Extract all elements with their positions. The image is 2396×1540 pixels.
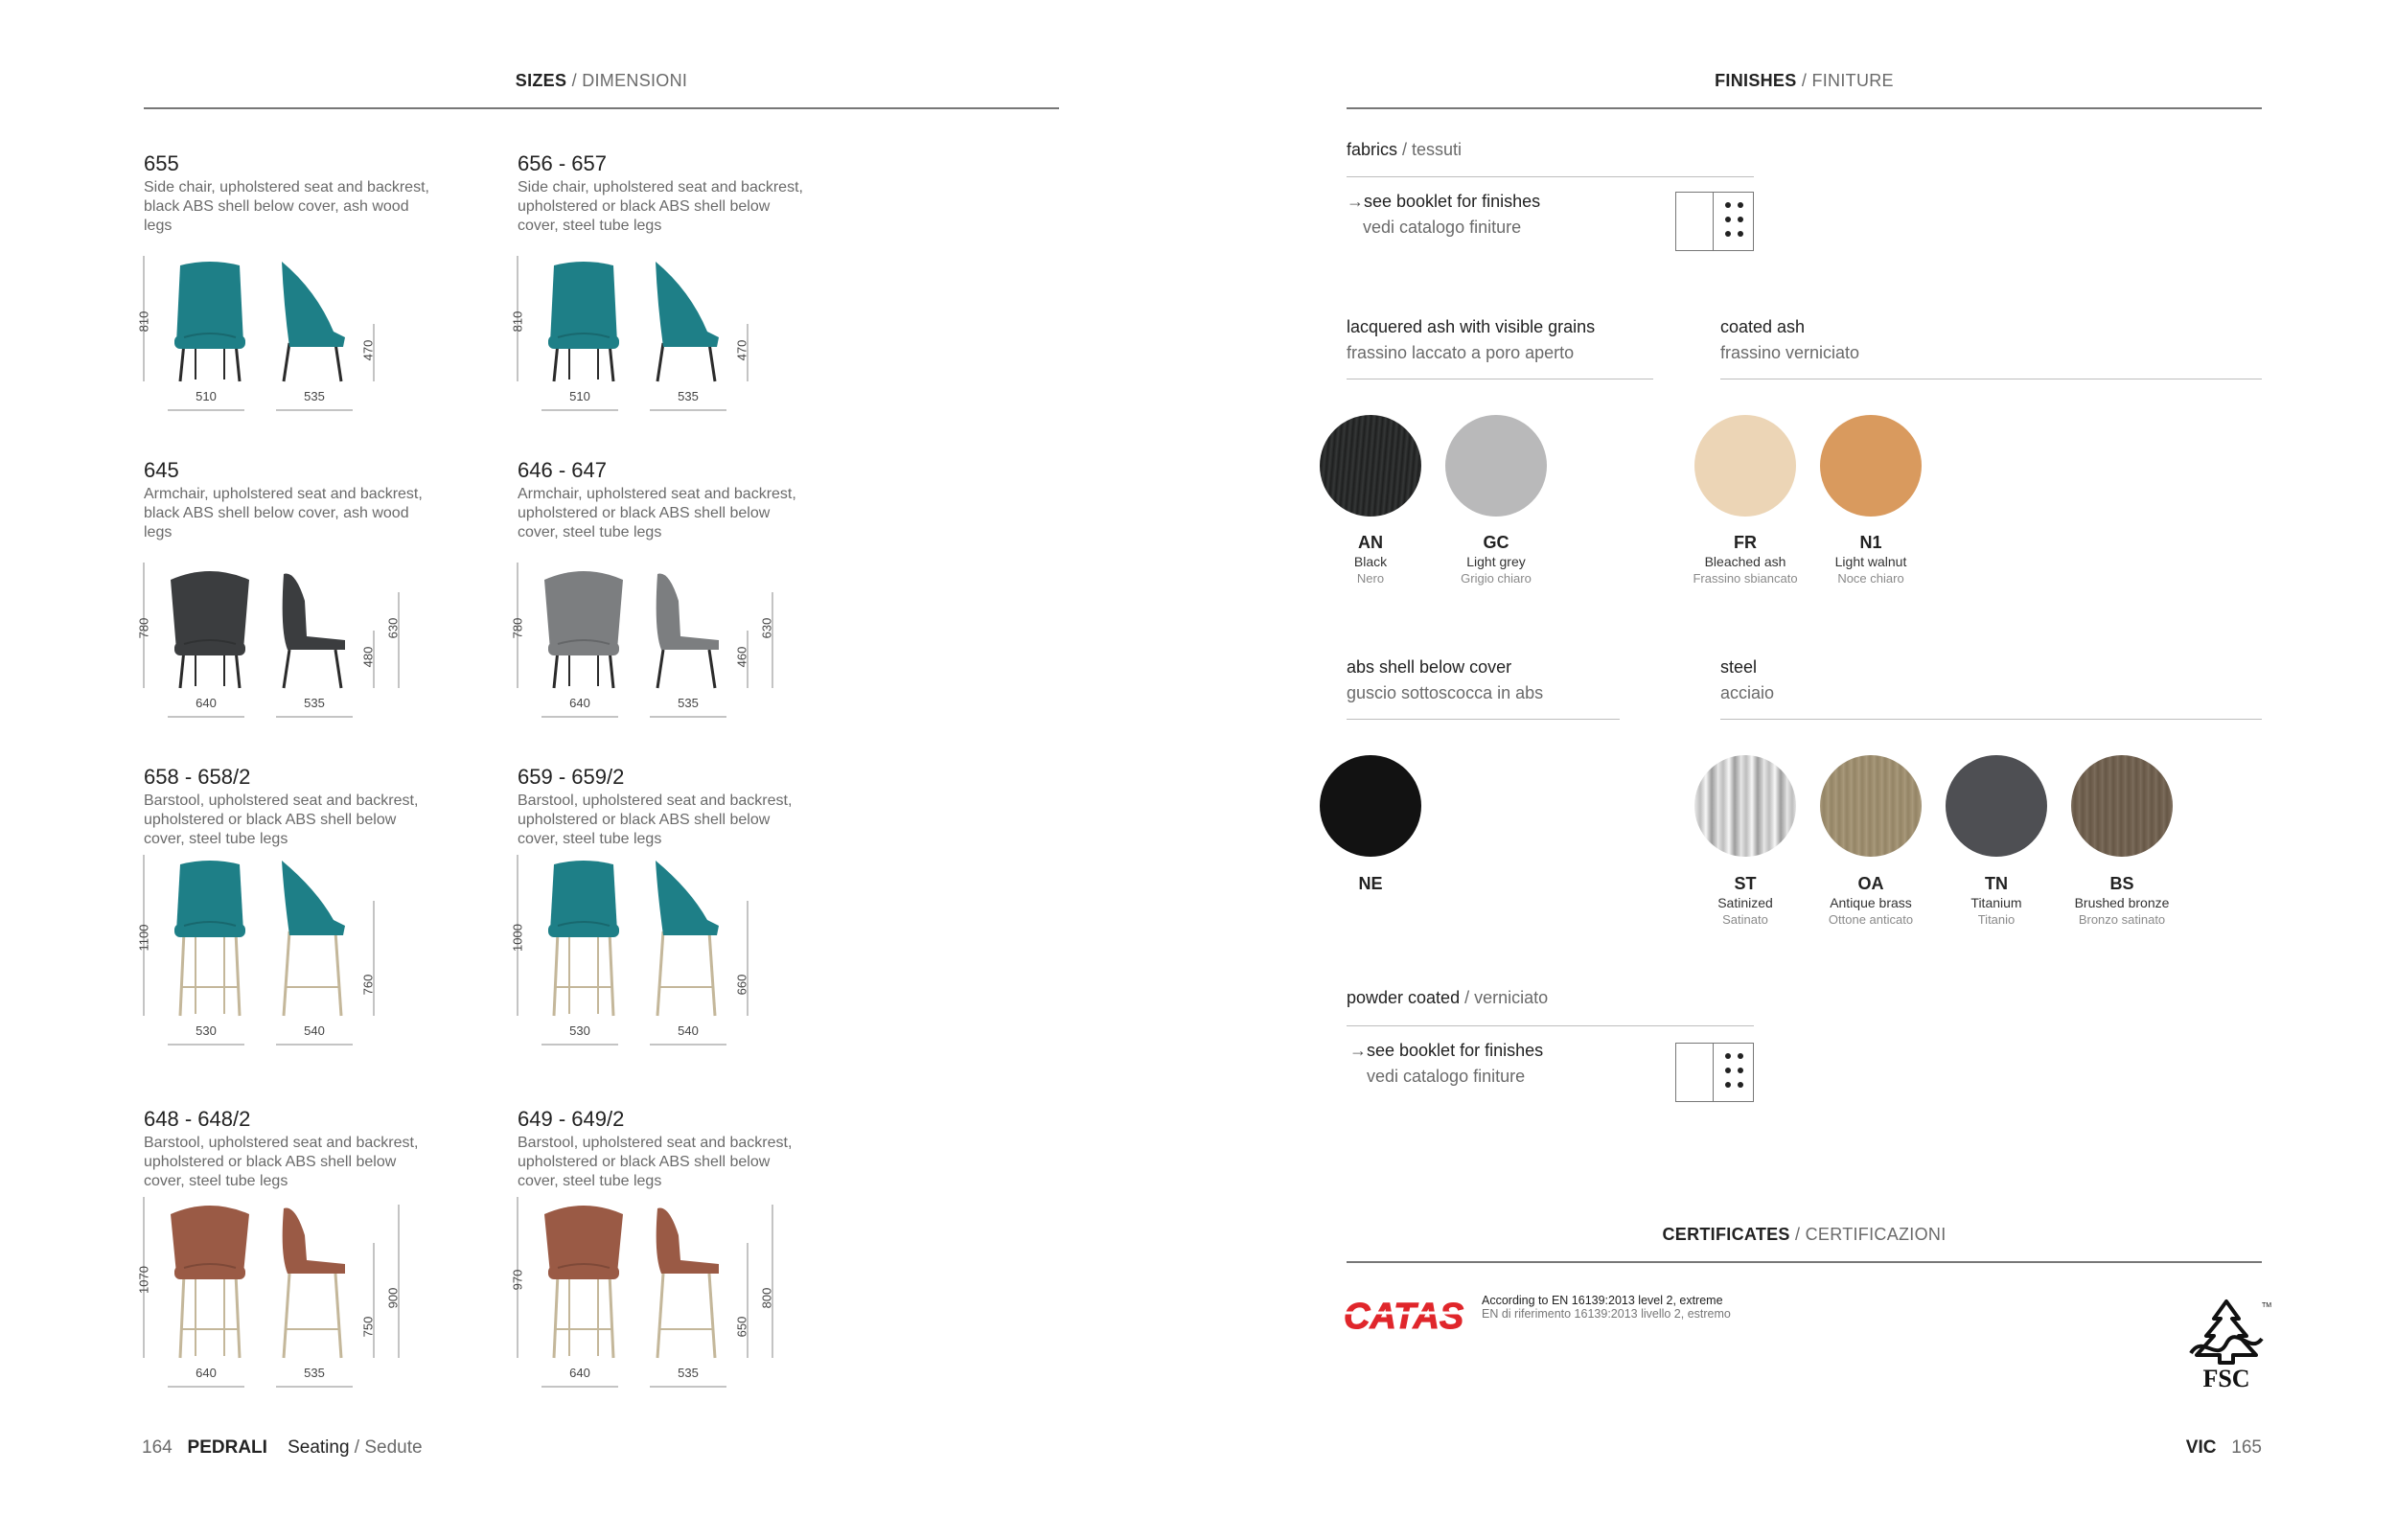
lacquered-title: lacquered ash with visible grains [1347, 317, 1596, 336]
lacquered-subtitle: frassino laccato a poro aperto [1347, 343, 1575, 362]
swatch-code: TN [1985, 874, 2008, 893]
chair-front-view [171, 571, 249, 688]
svg-text:TM: TM [2262, 1302, 2272, 1309]
seat-height-label: 660 [734, 974, 749, 996]
abs-title: abs shell below cover [1347, 657, 1512, 677]
finishes-header [1347, 71, 2262, 91]
brand-name: PEDRALI [187, 1437, 267, 1458]
finish-swatch-tn [1946, 755, 2047, 857]
fabrics-booklet-link[interactable]: →see booklet for finishes [1347, 192, 1541, 211]
abs-subtitle: guscio sottoscocca in abs [1347, 683, 1544, 702]
product-code: 656 - 657 [518, 151, 607, 175]
finish-swatch-bs [2071, 755, 2173, 857]
finish-swatch-st [1694, 755, 1796, 857]
sizes-header [144, 71, 1059, 91]
section-name-it: / Sedute [349, 1437, 423, 1458]
chair-front-view [174, 861, 245, 1016]
width-label: 530 [196, 1023, 217, 1038]
product-code: 649 - 649/2 [518, 1107, 625, 1131]
fabrics-booklet-link-it: vedi catalogo finiture [1363, 218, 1522, 237]
swatch-name-it: Satinato [1722, 912, 1768, 927]
finish-swatch-oa [1820, 755, 1922, 857]
width-label: 530 [569, 1023, 590, 1038]
width-label: 510 [196, 389, 217, 403]
product-code: 645 [144, 458, 179, 482]
arm-height-label: 800 [759, 1287, 774, 1309]
powder-booklet-link-it: vedi catalogo finiture [1367, 1067, 1526, 1086]
product-block [510, 1107, 882, 1394]
finish-swatch-gc [1445, 415, 1547, 517]
finishes-title: FINISHES [1715, 71, 1797, 90]
product-description: Barstool, upholstered seat and backrest, upholstered or black ABS shell below cover, steel tube legs [144, 793, 419, 847]
product-drawing [144, 765, 508, 1052]
chair-side-view [657, 1208, 719, 1358]
product-description: Barstool, upholstered seat and backrest, upholstered or black ABS shell below cover, steel tube legs [518, 793, 793, 847]
finish-swatch-an [1320, 415, 1421, 517]
footer-left [142, 1437, 423, 1459]
finishes-subtitle: / FINITURE [1796, 71, 1894, 90]
steel-title: steel [1720, 657, 1758, 677]
depth-label: 535 [678, 389, 699, 403]
steel-subtitle: acciaio [1720, 683, 1775, 702]
chair-side-view [656, 861, 719, 1016]
depth-label: 535 [678, 696, 699, 710]
svg-text:FSC: FSC [2202, 1365, 2250, 1392]
finish-swatch-fr [1694, 415, 1796, 517]
svg-text:CATAS: CATAS [1344, 1297, 1464, 1337]
swatch-name: Light walnut [1834, 554, 1907, 569]
swatch-code: N1 [1859, 533, 1882, 552]
product-description: Armchair, upholstered seat and backrest, black ABS shell below cover, ash wood legs [144, 486, 423, 540]
fabrics-rule [1347, 176, 1754, 177]
coated-title: coated ash [1720, 317, 1806, 336]
swatch-name-it: Noce chiaro [1837, 571, 1904, 586]
height-label: 1100 [136, 924, 151, 952]
swatch-name-it: Grigio chiaro [1461, 571, 1532, 586]
height-label: 970 [510, 1269, 525, 1291]
page-number-right: 165 [2231, 1437, 2262, 1458]
booklet-icon [1675, 192, 1754, 251]
sizes-title: SIZES [515, 71, 567, 90]
seat-height-label: 750 [360, 1316, 376, 1338]
steel-rule [1720, 719, 2262, 720]
swatch-name: Bleached ash [1704, 554, 1786, 569]
abs-rule [1347, 719, 1620, 720]
powder-booklet-link[interactable]: →see booklet for finishes [1349, 1041, 1544, 1060]
height-label: 780 [136, 617, 151, 638]
product-block [136, 765, 508, 1052]
chair-front-view [544, 1206, 623, 1358]
width-label: 640 [196, 1366, 217, 1380]
product-code: 648 - 648/2 [144, 1107, 251, 1131]
swatch-name-it: Frassino sbiancato [1693, 571, 1798, 586]
swatch-name: Light grey [1466, 554, 1526, 569]
finishes-rule [1347, 107, 2262, 109]
sizes-rule [144, 107, 1059, 109]
swatch-code: OA [1857, 874, 1884, 893]
height-label: 810 [136, 310, 151, 332]
height-label: 810 [510, 310, 525, 332]
product-code: 655 [144, 151, 179, 175]
product-description: Armchair, upholstered seat and backrest, upholstered or black ABS shell below cover, steel tube legs [518, 486, 796, 540]
width-label: 640 [569, 1366, 590, 1380]
height-label: 1070 [136, 1266, 151, 1294]
seat-height-label: 470 [360, 339, 376, 361]
arm-height-label: 630 [385, 617, 401, 639]
swatch-code: NE [1358, 874, 1383, 893]
swatch-name-it: Bronzo satinato [2078, 912, 2166, 927]
product-description: Barstool, upholstered seat and backrest, upholstered or black ABS shell below cover, steel tube legs [144, 1135, 419, 1189]
chair-front-view [171, 1206, 249, 1358]
swatch-name-it: Ottone anticato [1828, 912, 1914, 927]
catas-logo [1342, 1294, 1462, 1336]
arrow-right-icon: → [1347, 192, 1364, 211]
sizes-subtitle: / DIMENSIONI [566, 71, 688, 90]
product-description: Side chair, upholstered seat and backrest, black ABS shell below cover, ash wood legs [144, 179, 429, 234]
section-name: Seating [288, 1437, 350, 1458]
footer-right [2161, 1437, 2262, 1459]
depth-label: 540 [678, 1023, 699, 1038]
height-label: 780 [510, 617, 525, 638]
product-block [510, 151, 882, 439]
chair-side-view [282, 262, 345, 381]
chair-side-view [656, 262, 719, 381]
arm-height-label: 900 [385, 1287, 401, 1309]
coated-subtitle: frassino verniciato [1720, 343, 1860, 362]
certificates-header: CERTIFICATES / CERTIFICAZIONI [1662, 1225, 1947, 1244]
swatch-name-it: Nero [1356, 571, 1385, 586]
product-family-name: VIC [2185, 1437, 2217, 1458]
arm-height-label: 630 [759, 617, 774, 639]
swatch-code: ST [1734, 874, 1757, 893]
product-block [136, 1107, 508, 1394]
product-code: 646 - 647 [518, 458, 607, 482]
width-label: 510 [569, 389, 590, 403]
swatch-name: Titanium [1970, 895, 2022, 910]
product-drawing [518, 765, 882, 1052]
width-label: 640 [569, 696, 590, 710]
finish-swatch-n1 [1820, 415, 1922, 517]
swatch-code: AN [1358, 533, 1383, 552]
product-block [510, 458, 882, 746]
finish-swatch-ne [1320, 755, 1421, 857]
chair-front-view [174, 262, 245, 381]
chair-side-view [282, 861, 345, 1016]
swatch-name: Black [1353, 554, 1388, 569]
catas-text: According to EN 16139:2013 level 2, extreme EN di riferimento 16139:2013 livello 2, estremo [1482, 1294, 1731, 1321]
depth-label: 535 [304, 389, 325, 403]
height-label: 1000 [510, 924, 525, 952]
seat-height-label: 650 [734, 1316, 749, 1338]
swatch-code: GC [1483, 533, 1509, 552]
chair-front-view [548, 861, 619, 1016]
depth-label: 540 [304, 1023, 325, 1038]
page-number-left: 164 [142, 1437, 173, 1458]
product-block [136, 151, 508, 439]
product-code: 658 - 658/2 [144, 765, 251, 789]
fsc-logo [2183, 1296, 2272, 1392]
seat-height-label: 470 [734, 339, 749, 361]
product-drawing [144, 1107, 508, 1394]
product-description: Barstool, upholstered seat and backrest, upholstered or black ABS shell below cover, steel tube legs [518, 1135, 793, 1189]
seat-height-label: 460 [734, 646, 749, 668]
swatch-name: Antique brass [1830, 895, 1912, 910]
booklet-icon [1675, 1043, 1754, 1102]
product-description: Side chair, upholstered seat and backrest, upholstered or black ABS shell below cover, steel tube legs [518, 179, 803, 234]
swatch-code: BS [2109, 874, 2134, 893]
seat-height-label: 480 [360, 646, 376, 668]
depth-label: 535 [678, 1366, 699, 1380]
chair-front-view [548, 262, 619, 381]
depth-label: 535 [304, 1366, 325, 1380]
swatch-name: Brushed bronze [2074, 895, 2170, 910]
product-block [510, 765, 882, 1052]
depth-label: 535 [304, 696, 325, 710]
product-drawing [518, 1107, 882, 1394]
fabrics-title: fabrics / tessuti [1347, 140, 1463, 159]
chair-front-view [544, 571, 623, 688]
powder-rule [1347, 1025, 1754, 1026]
powder-title: powder coated / verniciato [1347, 988, 1549, 1007]
certificates-rule [1347, 1261, 2262, 1263]
chair-side-view [657, 574, 719, 688]
product-block [136, 458, 508, 746]
swatch-name: Satinized [1717, 895, 1773, 910]
chair-side-view [283, 1208, 345, 1358]
chair-side-view [283, 574, 345, 688]
arrow-right-icon: → [1349, 1041, 1367, 1060]
swatch-code: FR [1734, 533, 1757, 552]
product-code: 659 - 659/2 [518, 765, 625, 789]
seat-height-label: 760 [360, 974, 376, 996]
swatch-name-it: Titanio [1977, 912, 2016, 927]
width-label: 640 [196, 696, 217, 710]
